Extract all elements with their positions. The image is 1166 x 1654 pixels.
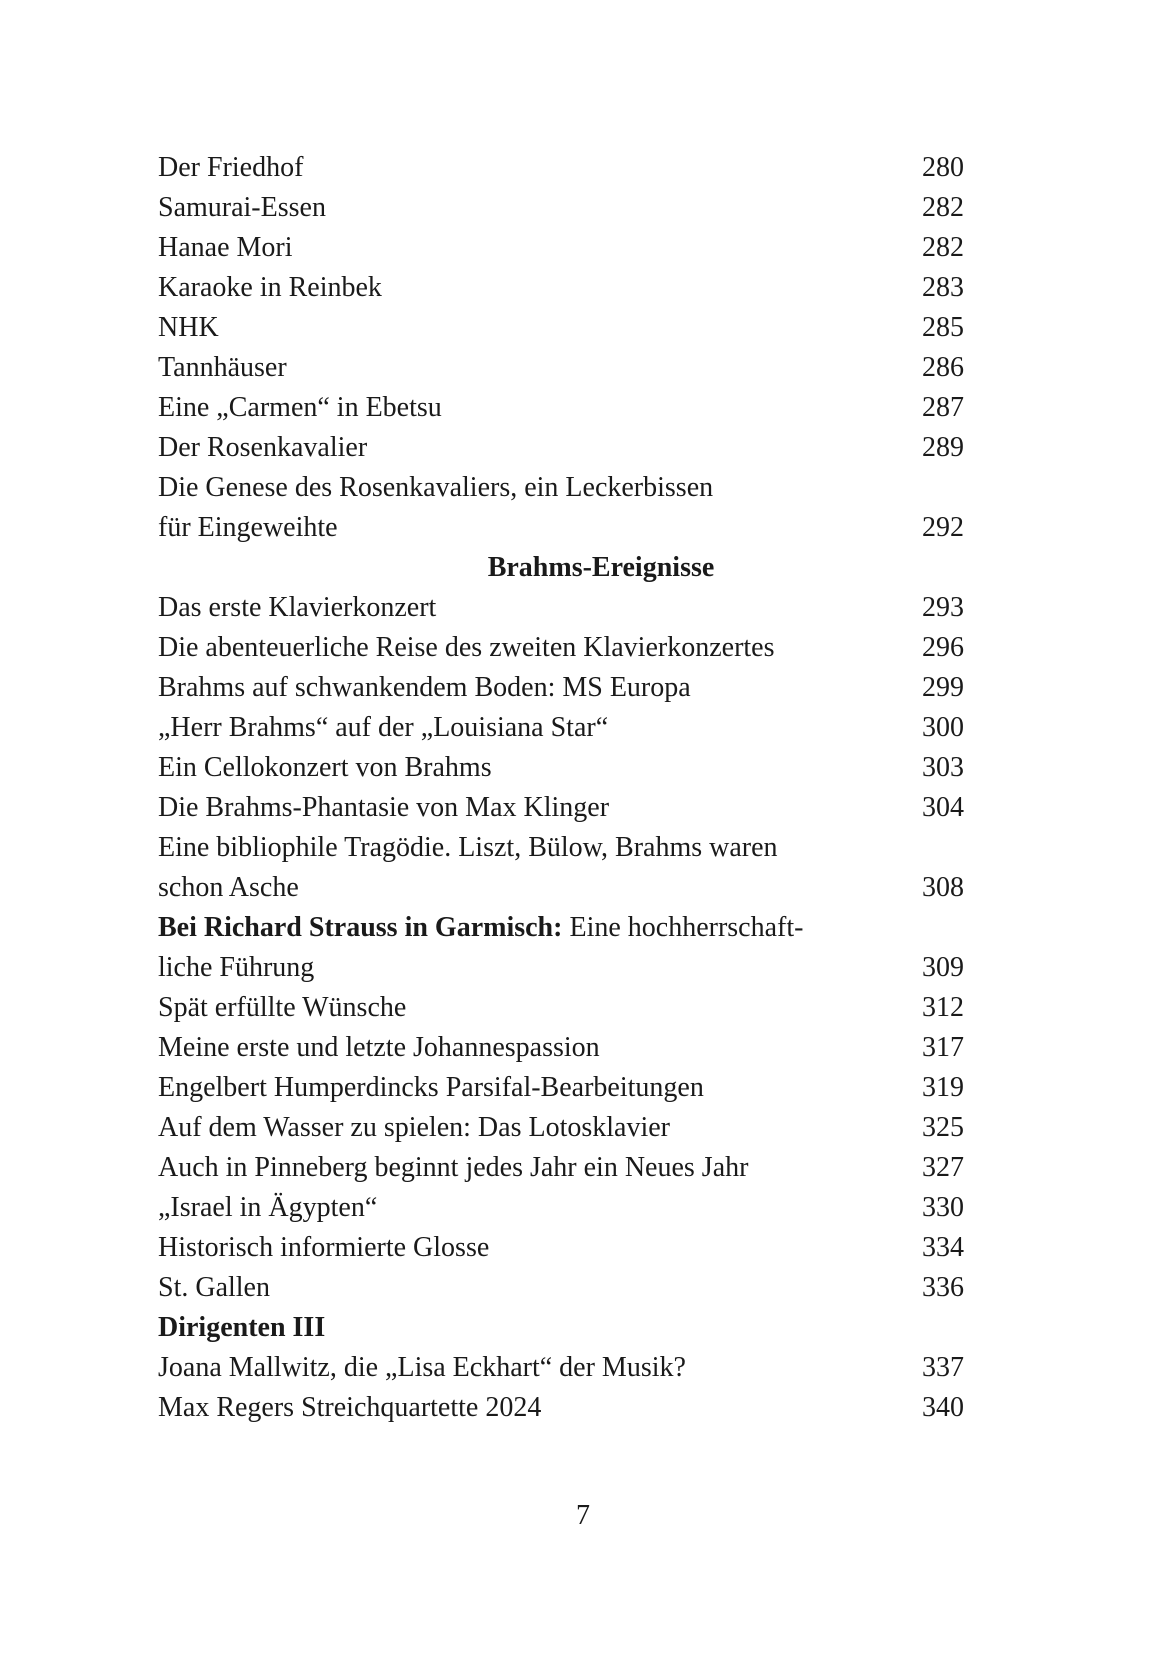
toc-entry-title: NHK — [158, 312, 219, 343]
toc-entry-title: Auch in Pinneberg beginnt jedes Jahr ein Neues Jahr — [158, 1152, 749, 1183]
toc-entry-page: 337 — [922, 1352, 964, 1383]
toc-entry-page: 283 — [922, 272, 964, 303]
toc-entry-page: 340 — [922, 1392, 964, 1423]
toc-entry-page: 325 — [922, 1112, 964, 1143]
toc-entry-page: 303 — [922, 752, 964, 783]
toc-entry-page: 289 — [922, 432, 964, 463]
toc-entry — [158, 1388, 964, 1428]
toc-entry — [158, 1188, 964, 1228]
toc-entry-title: Das erste Klavierkonzert — [158, 592, 437, 623]
toc-entry — [158, 948, 964, 988]
toc-entry — [158, 1108, 964, 1148]
toc-entry-title: Meine erste und letzte Johannespassion — [158, 1032, 600, 1063]
toc-entry — [158, 388, 964, 428]
toc-entry-page: 282 — [922, 192, 964, 223]
toc-entry-title: Karaoke in Reinbek — [158, 272, 382, 303]
toc-entry-page: 334 — [922, 1232, 964, 1263]
toc-entry-page: 319 — [922, 1072, 964, 1103]
toc-entry — [158, 1348, 964, 1388]
toc-entry-title: Tannhäuser — [158, 352, 287, 383]
toc-entry-title: Die abenteuerliche Reise des zweiten Klavierkonzertes — [158, 632, 775, 663]
toc-entry — [158, 708, 964, 748]
toc-entry-title: St. Gallen — [158, 1272, 270, 1303]
toc-entry-bold-heading: Bei Richard Strauss in Garmisch: — [158, 912, 563, 943]
toc-entry-page: 280 — [922, 152, 964, 183]
toc-entry-page: 312 — [922, 992, 964, 1023]
toc-entry-title: Der Rosenkavalier — [158, 432, 368, 463]
toc-entry-title: Eine „Carmen“ in Ebetsu — [158, 392, 442, 423]
toc-entry-title: Der Friedhof — [158, 152, 304, 183]
toc-entry-title: Spät erfüllte Wünsche — [158, 992, 407, 1023]
toc-entry-title-continuation: schon Asche — [158, 872, 299, 903]
toc-entry — [158, 1148, 964, 1188]
toc-entry-title: Ein Cellokonzert von Brahms — [158, 752, 492, 783]
toc-entry-title: Joana Mallwitz, die „Lisa Eckhart“ der Musik? — [158, 1352, 686, 1383]
toc-entry — [158, 788, 964, 828]
toc-entry — [158, 228, 964, 268]
toc-entry-title-continuation: liche Führung — [158, 952, 315, 983]
toc-entry — [158, 748, 964, 788]
toc-entry-page: 309 — [922, 952, 964, 983]
toc-entry-title-continuation: für Eingeweihte — [158, 512, 338, 543]
toc-entry — [158, 308, 964, 348]
toc-entry — [158, 588, 964, 628]
toc-entry-page: 299 — [922, 672, 964, 703]
toc-entry-page: 282 — [922, 232, 964, 263]
toc-entry — [158, 148, 964, 188]
toc-entry-title: „Herr Brahms“ auf der „Louisiana Star“ — [158, 712, 609, 743]
toc-entry-page: 287 — [922, 392, 964, 423]
toc-entry-title-line: Die Genese des Rosenkavaliers, ein Leckerbissen — [158, 472, 714, 503]
toc-entry-title: „Israel in Ägypten“ — [158, 1192, 378, 1223]
toc-entry-page: 292 — [922, 512, 964, 543]
toc-entry-title: Hanae Mori — [158, 232, 293, 263]
toc-entry — [158, 868, 964, 908]
toc-entry-page: 285 — [922, 312, 964, 343]
toc-entry — [158, 668, 964, 708]
toc-entry-title: Samurai-Essen — [158, 192, 326, 223]
section-heading-brahms: Brahms-Ereignisse — [487, 552, 715, 583]
toc-entry — [158, 1228, 964, 1268]
toc-entry-title: Max Regers Streichquartette 2024 — [158, 1392, 542, 1423]
section-heading-dirigenten: Dirigenten III — [158, 1312, 326, 1343]
toc-entry-title-line: Eine bibliophile Tragödie. Liszt, Bülow, Brahms waren — [158, 832, 778, 863]
toc-entry-title-rest: Eine hochherrschaft- — [562, 912, 804, 943]
toc-entry-page: 304 — [922, 792, 964, 823]
toc-entry — [158, 1068, 964, 1108]
toc-entry-page: 330 — [922, 1192, 964, 1223]
toc-entry-page: 327 — [922, 1152, 964, 1183]
toc-entry — [158, 188, 964, 228]
toc-entry — [158, 988, 964, 1028]
toc-entry-page: 286 — [922, 352, 964, 383]
toc-entry-page: 336 — [922, 1272, 964, 1303]
toc-entry — [158, 428, 964, 468]
table-of-contents — [158, 148, 964, 1428]
page-number: 7 — [576, 1500, 590, 1531]
toc-entry — [158, 508, 964, 548]
toc-entry — [158, 268, 964, 308]
toc-entry — [158, 1028, 964, 1068]
toc-entry-title: Die Brahms-Phantasie von Max Klinger — [158, 792, 610, 823]
toc-entry-page: 296 — [922, 632, 964, 663]
toc-entry-title: Auf dem Wasser zu spielen: Das Lotosklavier — [158, 1112, 670, 1143]
toc-entry-page: 308 — [922, 872, 964, 903]
toc-entry-title: Engelbert Humperdincks Parsifal-Bearbeitungen — [158, 1072, 704, 1103]
toc-entry — [158, 348, 964, 388]
toc-entry-title: Historisch informierte Glosse — [158, 1232, 490, 1263]
toc-entry — [158, 1268, 964, 1308]
toc-entry-page: 293 — [922, 592, 964, 623]
toc-entry-page: 300 — [922, 712, 964, 743]
toc-entry — [158, 628, 964, 668]
toc-entry-title: Brahms auf schwankendem Boden: MS Europa — [158, 672, 691, 703]
toc-entry-page: 317 — [922, 1032, 964, 1063]
toc-entry-title-line — [158, 908, 964, 948]
